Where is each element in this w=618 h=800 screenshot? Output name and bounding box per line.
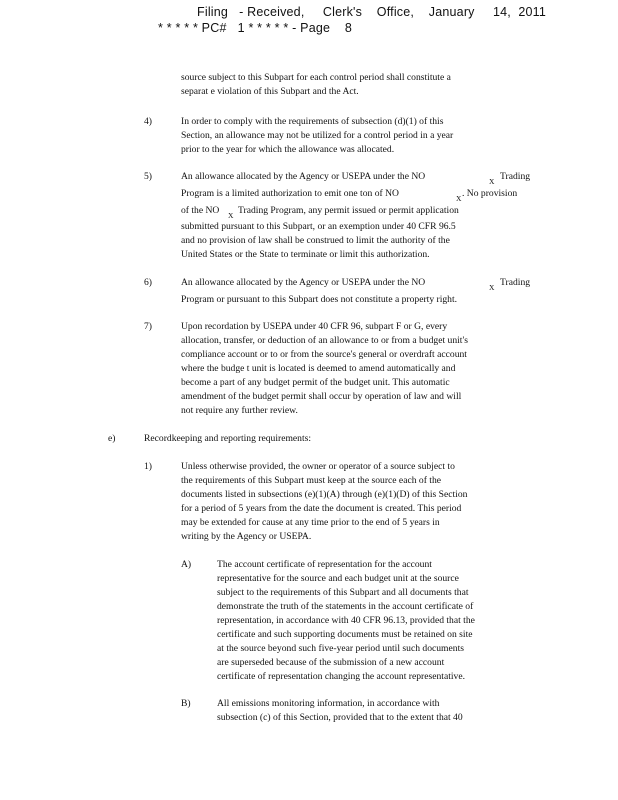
item-A-line-9: certificate of representation changing the account representative.	[217, 671, 465, 682]
item-A-line-4: demonstrate the truth of the statements in the account certificate of	[217, 601, 474, 612]
item-6-line-1-end: Trading	[500, 277, 531, 288]
item-1-line-2: the requirements of this Subpart must keep at the source each of the	[181, 475, 442, 486]
item-A-line-2: representative for the source and each budget unit at the source	[217, 573, 459, 584]
item-B-line-1: All emissions monitoring information, in accordance with	[217, 698, 440, 709]
item-A-line-8: are superseded because of the submission of a new account	[217, 657, 445, 668]
filing-header-line-1: Filing - Received, Clerk's Office, January 14, 2011	[197, 5, 546, 19]
item-5-line-3-subscript: X	[228, 211, 234, 220]
item-5-line-1-end: Trading	[500, 171, 531, 182]
item-6-number: 6)	[144, 277, 152, 288]
item-5-number: 5)	[144, 171, 152, 182]
item-A-letter: A)	[181, 559, 192, 570]
item-1-line-5: may be extended for cause at any time prior to the end of 5 years in	[181, 517, 440, 528]
item-A-line-3: subject to the requirements of this Subpart and all documents that	[217, 587, 469, 598]
item-5-line-3: of the NO	[181, 205, 220, 216]
item-1-line-4: for a period of 5 years from the date the document is created. This period	[181, 503, 462, 514]
filing-header-line-2: * * * * * PC# 1 * * * * * - Page 8	[158, 21, 353, 35]
item-1-line-6: writing by the Agency or USEPA.	[181, 531, 312, 542]
item-5-line-4: submitted pursuant to this Subpart, or an exemption under 40 CFR 96.5	[181, 221, 456, 232]
item-7-line-3: compliance account or to or from the source's general or overdraft account	[181, 349, 467, 360]
item-5-line-5: and no provision of law shall be construed to limit the authority of the	[181, 235, 450, 246]
item-6-line-1: An allowance allocated by the Agency or USEPA under the NO	[181, 277, 426, 288]
item-5-line-2-end: . No provision	[462, 188, 518, 199]
item-1-line-3: documents listed in subsections (e)(1)(A) through (e)(1)(D) of this Section	[181, 489, 468, 500]
item-7-line-5: become a part of any budget permit of the budget unit. This automatic	[181, 377, 450, 388]
item-5-line-3-end: Trading Program, any permit issued or permit application	[238, 205, 459, 216]
item-B-line-2: subsection (c) of this Section, provided that to the extent that 40	[217, 712, 463, 723]
item-A-line-7: at the source beyond such five-year period until such documents	[217, 643, 464, 654]
item-5-line-1: An allowance allocated by the Agency or USEPA under the NO	[181, 171, 426, 182]
item-A-line-6: certificate and such supporting documents must be retained on site	[217, 629, 473, 640]
item-4-line-2: Section, an allowance may not be utilized for a control period in a year	[181, 130, 454, 141]
item-5-line-2-subscript: X	[456, 194, 462, 203]
item-5-line-6: United States or the State to terminate or limit this authorization.	[181, 249, 430, 260]
item-7-line-4: where the budge t unit is located is deemed to amend automatically and	[181, 363, 456, 374]
item-B-letter: B)	[181, 698, 191, 709]
item-1-line-1: Unless otherwise provided, the owner or operator of a source subject to	[181, 461, 455, 472]
item-A-line-1: The account certificate of representation for the account	[217, 559, 432, 570]
item-7-number: 7)	[144, 321, 152, 332]
item-7-line-2: allocation, transfer, or deduction of an allowance to or from a budget unit's	[181, 335, 468, 346]
item-7-line-7: not require any further review.	[181, 405, 298, 416]
item-4-line-3: prior to the year for which the allowance was allocated.	[181, 144, 395, 155]
intro-line-2: separat e violation of this Subpart and the Act.	[181, 86, 359, 97]
item-1-number: 1)	[144, 461, 152, 472]
intro-line-1: source subject to this Subpart for each control period shall constitute a	[181, 72, 451, 83]
item-4-number: 4)	[144, 116, 152, 127]
item-7-line-1: Upon recordation by USEPA under 40 CFR 96, subpart F or G, every	[181, 321, 448, 332]
section-e-letter: e)	[108, 433, 116, 444]
item-A-line-5: representation, in accordance with 40 CFR 96.13, provided that the	[217, 615, 475, 626]
item-6-line-2: Program or pursuant to this Subpart does not constitute a property right.	[181, 294, 458, 305]
item-5-line-1-subscript: X	[489, 177, 495, 186]
item-5-line-2: Program is a limited authorization to emit one ton of NO	[181, 188, 399, 199]
item-6-line-1-subscript: X	[489, 283, 495, 292]
section-e-title: Recordkeeping and reporting requirements:	[144, 433, 312, 444]
item-4-line-1: In order to comply with the requirements of subsection (d)(1) of this	[181, 116, 444, 127]
item-7-line-6: amendment of the budget permit shall occur by operation of law and will	[181, 391, 462, 402]
